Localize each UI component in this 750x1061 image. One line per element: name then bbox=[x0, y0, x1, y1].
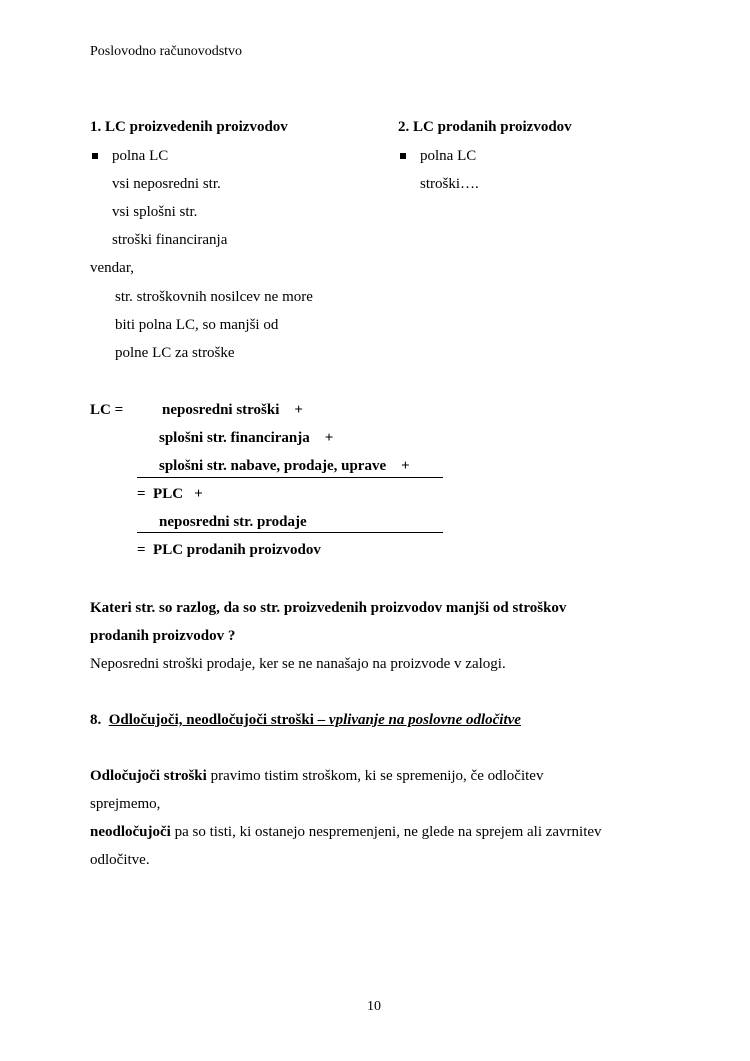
col2-heading: 2. LC prodanih proizvodov bbox=[398, 119, 572, 135]
col1-note: str. stroškovnih nosilcev ne more bbox=[115, 289, 313, 305]
formula-row: neposredni stroški + bbox=[162, 402, 303, 418]
formula-row: = PLC + bbox=[137, 486, 203, 502]
section-title: Odločujoči, neodločujoči stroški – bbox=[108, 712, 329, 728]
bullet-icon bbox=[400, 153, 406, 159]
formula-row: neposredni str. prodaje bbox=[159, 514, 307, 530]
bullet-icon bbox=[92, 153, 98, 159]
col1-line: vsi splošni str. bbox=[112, 204, 198, 220]
formula-row: splošni str. nabave, prodaje, uprave + bbox=[159, 458, 410, 474]
col1-note: biti polna LC, so manjši od bbox=[115, 317, 279, 333]
col1-note: polne LC za stroške bbox=[115, 345, 235, 361]
answer-text: Neposredni stroški prodaje, ker se ne nanašajo na proizvode v zalogi. bbox=[90, 656, 506, 672]
question-text: Kateri str. so razlog, da so str. proizvedenih proizvodov manjši od stroškov bbox=[90, 600, 567, 616]
col2-bullet-text: polna LC bbox=[420, 148, 477, 164]
term-bold: Odločujoči stroški bbox=[90, 768, 207, 784]
running-header: Poslovodno računovodstvo bbox=[90, 44, 243, 59]
term-bold: neodločujoči bbox=[90, 824, 171, 840]
col1-line: stroški financiranja bbox=[112, 232, 228, 248]
para-text: pa so tisti, ki ostanejo nespremenjeni, ne glede na sprejem ali zavrnitev bbox=[170, 824, 602, 840]
formula-row: = PLC prodanih proizvodov bbox=[137, 542, 321, 558]
para-line bbox=[90, 767, 543, 785]
question-text: prodanih proizvodov ? bbox=[90, 628, 236, 644]
section-title-italic: vplivanje na poslovne odločitve bbox=[328, 712, 521, 728]
sum-rule bbox=[137, 532, 443, 533]
para-text: pravimo tistim stroškom, ki se spremenijo, če odločitev bbox=[206, 768, 544, 784]
section-number: 8. bbox=[90, 712, 102, 728]
page-number: 10 bbox=[367, 999, 381, 1014]
para-line bbox=[90, 823, 602, 841]
sum-rule bbox=[137, 477, 443, 478]
para-line: sprejmemo, bbox=[90, 796, 161, 812]
col1-heading: 1. LC proizvedenih proizvodov bbox=[90, 119, 288, 135]
col1-bullet-text: polna LC bbox=[112, 148, 169, 164]
col1-line: vsi neposredni str. bbox=[112, 176, 221, 192]
vendar-text: vendar, bbox=[90, 260, 134, 276]
para-line: odločitve. bbox=[90, 852, 150, 868]
section-8-heading bbox=[90, 711, 521, 729]
formula-lhs: LC = bbox=[90, 402, 124, 418]
col2-line: stroški…. bbox=[420, 176, 479, 192]
formula-row: splošni str. financiranja + bbox=[159, 430, 334, 446]
